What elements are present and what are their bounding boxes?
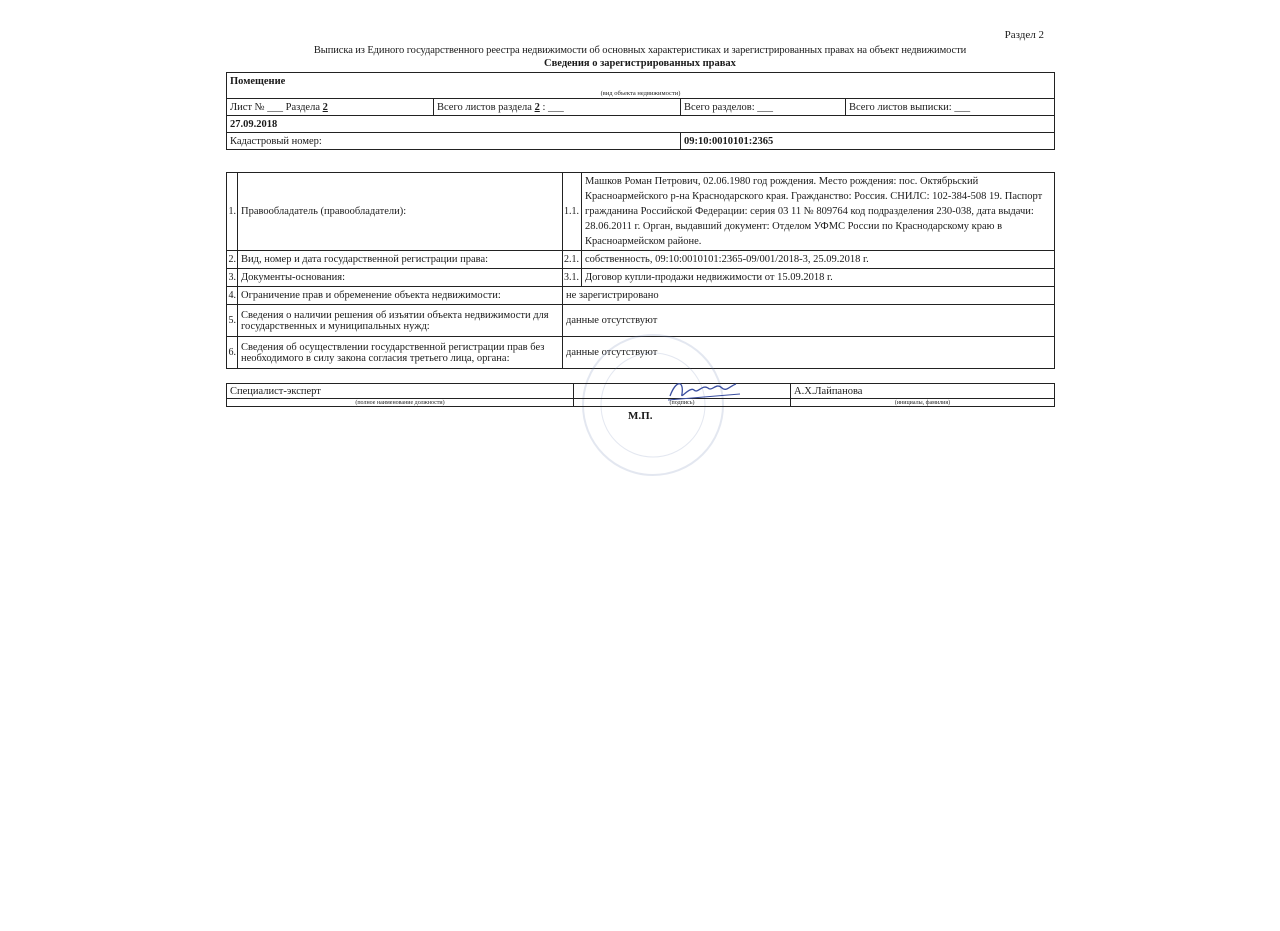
- table-row: 4. Ограничение прав и обременение объекта недвижимости: не зарегистрировано: [227, 287, 1055, 305]
- sheet-section: 2: [322, 101, 328, 113]
- signer-position: Специалист-эксперт: [227, 384, 574, 399]
- sheet-number-cell: [227, 99, 434, 116]
- signer-name: А.Х.Лайпанова: [791, 384, 1055, 399]
- table-row: 1. Правообладатель (правообладатели): 1.1. Машков Роман Петрович, 02.06.1980 год рождения. Место рождения: пос. Октябрьский Красноармейского р-на Краснодарского края. Гражданство: Россия. СНИЛС: 102-384-508 19. Паспорт гражданина Российской Федерации: серия 03 11 № 809764 код подразделения 230-038, дата выдачи: 28.06.2011 г. Орган, выдавший документ: Отделом УФМС России по Краснодарскому краю в Красноармейском районе.: [227, 173, 1055, 251]
- document-title: Выписка из Единого государственного реестра недвижимости об основных характеристиках и зарегистрированных правах на объект недвижимости: [313, 45, 967, 56]
- name-caption: (инициалы, фамилия): [791, 399, 1055, 407]
- extract-date: 27.09.2018: [227, 116, 1055, 133]
- signature-table: [226, 383, 1055, 407]
- section-label: Раздел 2: [1004, 29, 1044, 41]
- sheet-label: Лист № ___ Раздела: [230, 101, 320, 113]
- object-type-caption: (вид объекта недвижимости): [227, 89, 1055, 99]
- total-sections: Всего разделов: ___: [681, 99, 846, 116]
- cadastral-number: 09:10:0010101:2365: [681, 133, 1055, 150]
- cadastral-label: Кадастровый номер:: [227, 133, 681, 150]
- total-extract-sheets: Всего листов выписки: ___: [846, 99, 1055, 116]
- total-sheets-label: Всего листов раздела: [437, 101, 532, 113]
- table-row: 3. Документы-основания: 3.1. Договор купли-продажи недвижимости от 15.09.2018 г.: [227, 269, 1055, 287]
- handwritten-signature-icon: [664, 376, 744, 404]
- table-row: 2. Вид, номер и дата государственной регистрации права: 2.1. собственность, 09:10:0010101:2365-09/001/2018-3, 25.09.2018 г.: [227, 251, 1055, 269]
- position-caption: (полное наименование должности): [227, 399, 574, 407]
- total-sheets-cell: Всего листов раздела 2 : ___: [434, 99, 681, 116]
- rightholder-value: Машков Роман Петрович, 02.06.1980 год рождения. Место рождения: пос. Октябрьский Красноармейского р-на Краснодарского края. Гражданство: Россия. СНИЛС: 102-384-508 19. Паспорт гражданина Российской Федерации: серия 03 11 № 809764 код подразделения 230-038, дата выдачи: 28.06.2011 г. Орган, выдавший документ: Отделом УФМС России по Краснодарскому краю в Красноармейском районе.: [582, 173, 1055, 251]
- total-sheets-value: 2: [534, 101, 540, 113]
- seal-mark: М.П.: [628, 410, 653, 422]
- table-row: 5. Сведения о наличии решения об изъятии объекта недвижимости для государственных и муниципальных нужд: данные отсутствуют: [227, 305, 1055, 337]
- table-row: 6. Сведения об осуществлении государственной регистрации прав без необходимого в силу закона согласия третьего лица, органа: данные отсутствуют: [227, 337, 1055, 369]
- header-table: [226, 72, 1055, 150]
- object-type: Помещение: [227, 73, 1055, 90]
- signature-caption: (подпись): [574, 399, 791, 407]
- document-subtitle: Сведения о зарегистрированных правах: [544, 58, 736, 69]
